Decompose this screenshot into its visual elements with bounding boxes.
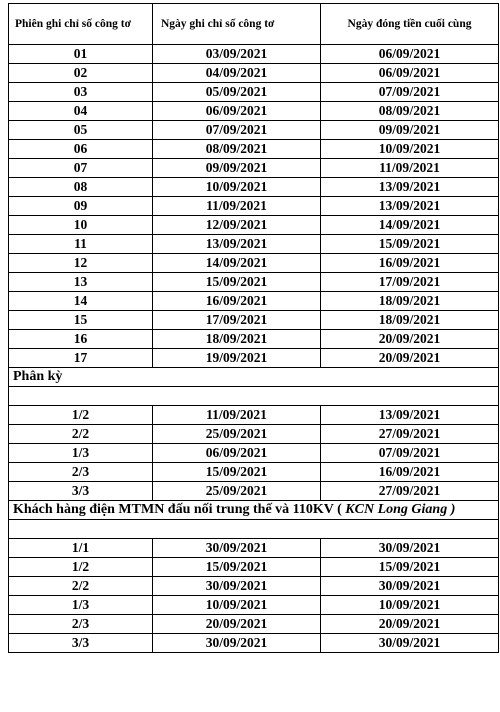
reading-date-cell: 13/09/2021 [153, 235, 321, 254]
session-cell: 3/3 [9, 634, 153, 653]
table-row [9, 577, 499, 596]
session-cell: 15 [9, 311, 153, 330]
payment-deadline-cell: 30/09/2021 [321, 539, 499, 558]
session-cell: 03 [9, 83, 153, 102]
mtmn-rows [9, 520, 499, 653]
session-cell: 08 [9, 178, 153, 197]
session-cell: 14 [9, 292, 153, 311]
reading-date-cell: 11/09/2021 [153, 406, 321, 425]
table-row [9, 159, 499, 178]
payment-deadline-cell: 13/09/2021 [321, 178, 499, 197]
payment-deadline-cell: 18/09/2021 [321, 292, 499, 311]
reading-date-cell: 25/09/2021 [153, 482, 321, 501]
session-cell: 1/2 [9, 558, 153, 577]
reading-date-cell: 12/09/2021 [153, 216, 321, 235]
payment-deadline-cell: 10/09/2021 [321, 596, 499, 615]
reading-date-cell: 30/09/2021 [153, 577, 321, 596]
table-row [9, 64, 499, 83]
session-cell: 09 [9, 197, 153, 216]
table-row [9, 482, 499, 501]
table-row [9, 558, 499, 577]
table-row [9, 273, 499, 292]
table-row [9, 349, 499, 368]
session-cell: 01 [9, 45, 153, 64]
table-row [9, 83, 499, 102]
table-row [9, 615, 499, 634]
table-row [9, 292, 499, 311]
payment-deadline-cell: 09/09/2021 [321, 121, 499, 140]
session-cell: 04 [9, 102, 153, 121]
table-row [9, 425, 499, 444]
session-cell: 13 [9, 273, 153, 292]
reading-date-cell: 16/09/2021 [153, 292, 321, 311]
table-row [9, 197, 499, 216]
payment-deadline-cell: 13/09/2021 [321, 406, 499, 425]
reading-date-cell: 05/09/2021 [153, 83, 321, 102]
table-row [9, 178, 499, 197]
session-cell: 17 [9, 349, 153, 368]
reading-date-cell: 25/09/2021 [153, 425, 321, 444]
table-row [9, 444, 499, 463]
table-row [9, 463, 499, 482]
section-spacer-cell [9, 520, 499, 539]
reading-date-cell: 04/09/2021 [153, 64, 321, 83]
reading-date-cell: 19/09/2021 [153, 349, 321, 368]
reading-date-cell: 03/09/2021 [153, 45, 321, 64]
section-title-phan-ky: Phân kỳ [9, 368, 499, 387]
section-title-mtmn-main: Khách hàng điện MTMN đấu nối trung thế và 110KV ( [13, 502, 342, 517]
reading-date-cell: 15/09/2021 [153, 463, 321, 482]
session-cell: 1/2 [9, 406, 153, 425]
session-cell: 05 [9, 121, 153, 140]
payment-deadline-cell: 27/09/2021 [321, 482, 499, 501]
reading-date-cell: 10/09/2021 [153, 178, 321, 197]
session-cell: 07 [9, 159, 153, 178]
session-cell: 2/3 [9, 463, 153, 482]
reading-date-cell: 30/09/2021 [153, 634, 321, 653]
reading-date-cell: 18/09/2021 [153, 330, 321, 349]
session-cell: 06 [9, 140, 153, 159]
reading-date-cell: 14/09/2021 [153, 254, 321, 273]
section-title-mtmn [9, 501, 499, 520]
header-payment-deadline-label: Ngày đóng tiền cuối cùng [347, 18, 472, 30]
header-reading-session-label: Phiên ghi chỉ số công tơ [15, 18, 131, 30]
table-row [9, 216, 499, 235]
session-cell: 02 [9, 64, 153, 83]
reading-date-cell: 30/09/2021 [153, 539, 321, 558]
section-spacer-row [9, 520, 499, 539]
session-cell: 2/3 [9, 615, 153, 634]
table-row [9, 102, 499, 121]
payment-deadline-cell: 16/09/2021 [321, 463, 499, 482]
payment-deadline-cell: 20/09/2021 [321, 330, 499, 349]
payment-deadline-cell: 15/09/2021 [321, 558, 499, 577]
session-cell: 1/3 [9, 444, 153, 463]
payment-deadline-cell: 07/09/2021 [321, 83, 499, 102]
payment-deadline-cell: 06/09/2021 [321, 64, 499, 83]
session-cell: 3/3 [9, 482, 153, 501]
session-cell: 2/2 [9, 425, 153, 444]
reading-date-cell: 15/09/2021 [153, 273, 321, 292]
table-row [9, 596, 499, 615]
section-row-phan-ky [9, 368, 499, 387]
section-spacer-cell [9, 387, 499, 406]
payment-deadline-cell: 16/09/2021 [321, 254, 499, 273]
payment-deadline-cell: 14/09/2021 [321, 216, 499, 235]
payment-deadline-cell: 30/09/2021 [321, 634, 499, 653]
table-row [9, 140, 499, 159]
session-cell: 12 [9, 254, 153, 273]
session-cell: 2/2 [9, 577, 153, 596]
payment-deadline-cell: 10/09/2021 [321, 140, 499, 159]
table-row [9, 634, 499, 653]
phan-ky-rows [9, 406, 499, 520]
table-row [9, 311, 499, 330]
header-reading-session [9, 4, 153, 45]
reading-date-cell: 07/09/2021 [153, 121, 321, 140]
payment-deadline-cell: 13/09/2021 [321, 197, 499, 216]
section-spacer-row [9, 387, 499, 406]
reading-date-cell: 20/09/2021 [153, 615, 321, 634]
reading-date-cell: 10/09/2021 [153, 596, 321, 615]
session-cell: 10 [9, 216, 153, 235]
table-row [9, 330, 499, 349]
table-row [9, 235, 499, 254]
section-row-mtmn [9, 501, 499, 520]
payment-deadline-cell: 20/09/2021 [321, 349, 499, 368]
payment-deadline-cell: 17/09/2021 [321, 273, 499, 292]
schedule-table [8, 3, 499, 653]
payment-deadline-cell: 11/09/2021 [321, 159, 499, 178]
reading-date-cell: 08/09/2021 [153, 140, 321, 159]
table-row [9, 406, 499, 425]
payment-deadline-cell: 18/09/2021 [321, 311, 499, 330]
reading-date-cell: 09/09/2021 [153, 159, 321, 178]
reading-date-cell: 11/09/2021 [153, 197, 321, 216]
payment-deadline-cell: 08/09/2021 [321, 102, 499, 121]
session-cell: 16 [9, 330, 153, 349]
header-reading-date [153, 4, 321, 45]
header-payment-deadline [321, 4, 499, 45]
payment-deadline-cell: 06/09/2021 [321, 45, 499, 64]
header-row [9, 4, 499, 45]
table-row [9, 121, 499, 140]
payment-deadline-cell: 07/09/2021 [321, 444, 499, 463]
section-title-mtmn-italic: KCN Long Giang ) [341, 502, 456, 517]
session-cell: 1/1 [9, 539, 153, 558]
table-row [9, 254, 499, 273]
reading-date-cell: 06/09/2021 [153, 444, 321, 463]
payment-deadline-cell: 20/09/2021 [321, 615, 499, 634]
reading-date-cell: 17/09/2021 [153, 311, 321, 330]
main-rows [9, 45, 499, 406]
table-row [9, 45, 499, 64]
table-row [9, 539, 499, 558]
payment-deadline-cell: 30/09/2021 [321, 577, 499, 596]
payment-deadline-cell: 27/09/2021 [321, 425, 499, 444]
session-cell: 11 [9, 235, 153, 254]
payment-deadline-cell: 15/09/2021 [321, 235, 499, 254]
session-cell: 1/3 [9, 596, 153, 615]
reading-date-cell: 06/09/2021 [153, 102, 321, 121]
reading-date-cell: 15/09/2021 [153, 558, 321, 577]
header-reading-date-label: Ngày ghi chỉ số công tơ [161, 18, 275, 30]
